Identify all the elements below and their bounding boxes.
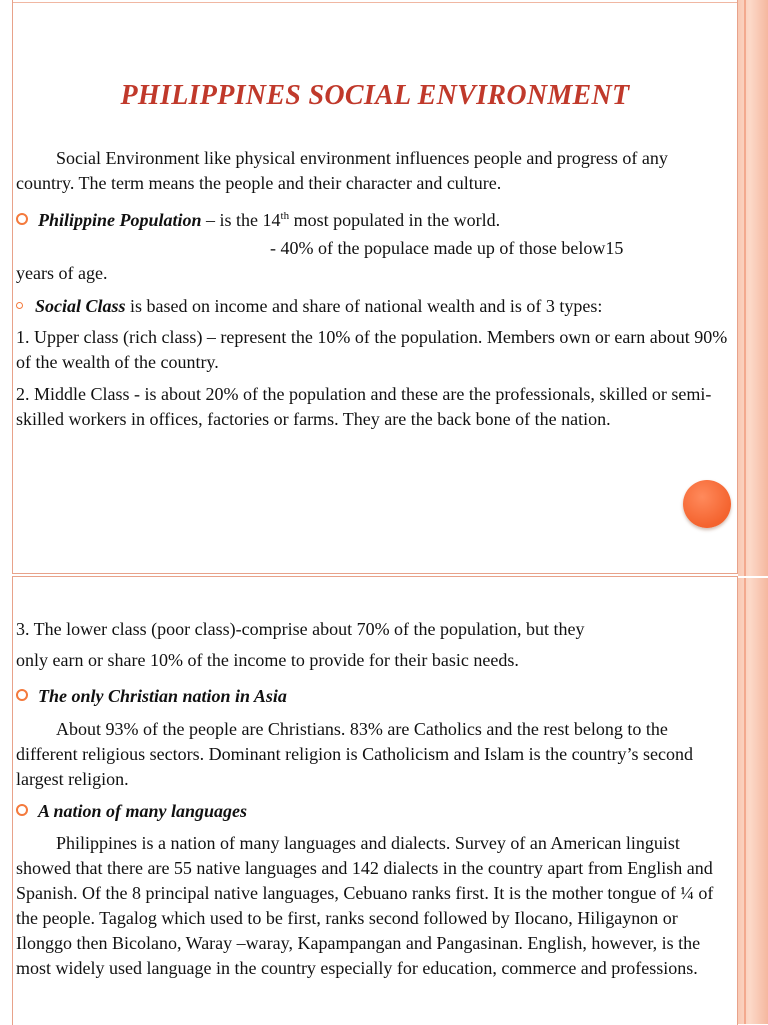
social-class-label: Social Class (35, 296, 126, 316)
population-text: – is the 14 (201, 210, 281, 230)
bullet-icon (16, 804, 28, 816)
social-class-text: is based on income and share of national wealth and is of 3 types: (125, 296, 603, 316)
orange-circle-icon (683, 480, 731, 528)
ordinal-suffix: th (280, 210, 290, 222)
page-title: PHILIPPINES SOCIAL ENVIRONMENT (120, 80, 630, 111)
languages-heading: A nation of many languages (38, 801, 248, 821)
languages-bullet (16, 799, 728, 824)
population-text-end: most populated in the world. (289, 210, 501, 230)
decorative-side-band (738, 0, 768, 1024)
christian-paragraph: About 93% of the people are Christians. 83% are Catholics and the rest belong to the different religious sectors. Dominant religion is Catholicism and Islam is the country’s second largest religion. (16, 719, 694, 789)
bullet-icon (16, 689, 28, 701)
population-line-2: - 40% of the populace made up of those below15 (270, 238, 624, 258)
bullet-icon (16, 213, 28, 225)
lower-class-line-2: only earn or share 10% of the income to provide for their basic needs. (16, 650, 519, 670)
bullet-icon (16, 302, 23, 309)
christian-bullet (16, 684, 728, 709)
languages-paragraph: Philippines is a nation of many languages and dialects. Survey of an American linguist showed that there are 55 native languages and 142 dialects in the country apart from English and Spanish. Of the 8 principal native languages, Cebuano ranks first. It is the mother tongue of ¼ of the people. Tagalog which used to be first, ranks second followed by Ilocano, Hiligaynon or Ilonggo then Bicolano, Waray –waray, Kapampangan and Pangasinan. English, however, is the most widely used language in the country especially for education, commerce and professions. (16, 833, 714, 978)
population-bullet (16, 204, 728, 233)
christian-heading: The only Christian nation in Asia (38, 686, 287, 706)
population-line-3: years of age. (16, 263, 108, 283)
intro-paragraph: Social Environment like physical environment influences people and progress of any country. The term means the people and their character and culture. (16, 148, 668, 193)
lower-class-line-1: 3. The lower class (poor class)-comprise about 70% of the population, but they (16, 619, 585, 639)
upper-class-item: 1. Upper class (rich class) – represent the 10% of the population. Members own or earn about 90% of the wealth of the country. (16, 327, 728, 372)
social-class-bullet (16, 294, 728, 319)
middle-class-item: 2. Middle Class - is about 20% of the population and these are the professionals, skilled or semi-skilled workers in offices, factories or farms. They are the back bone of the nation. (16, 384, 712, 429)
population-label: Philippine Population (38, 210, 202, 230)
